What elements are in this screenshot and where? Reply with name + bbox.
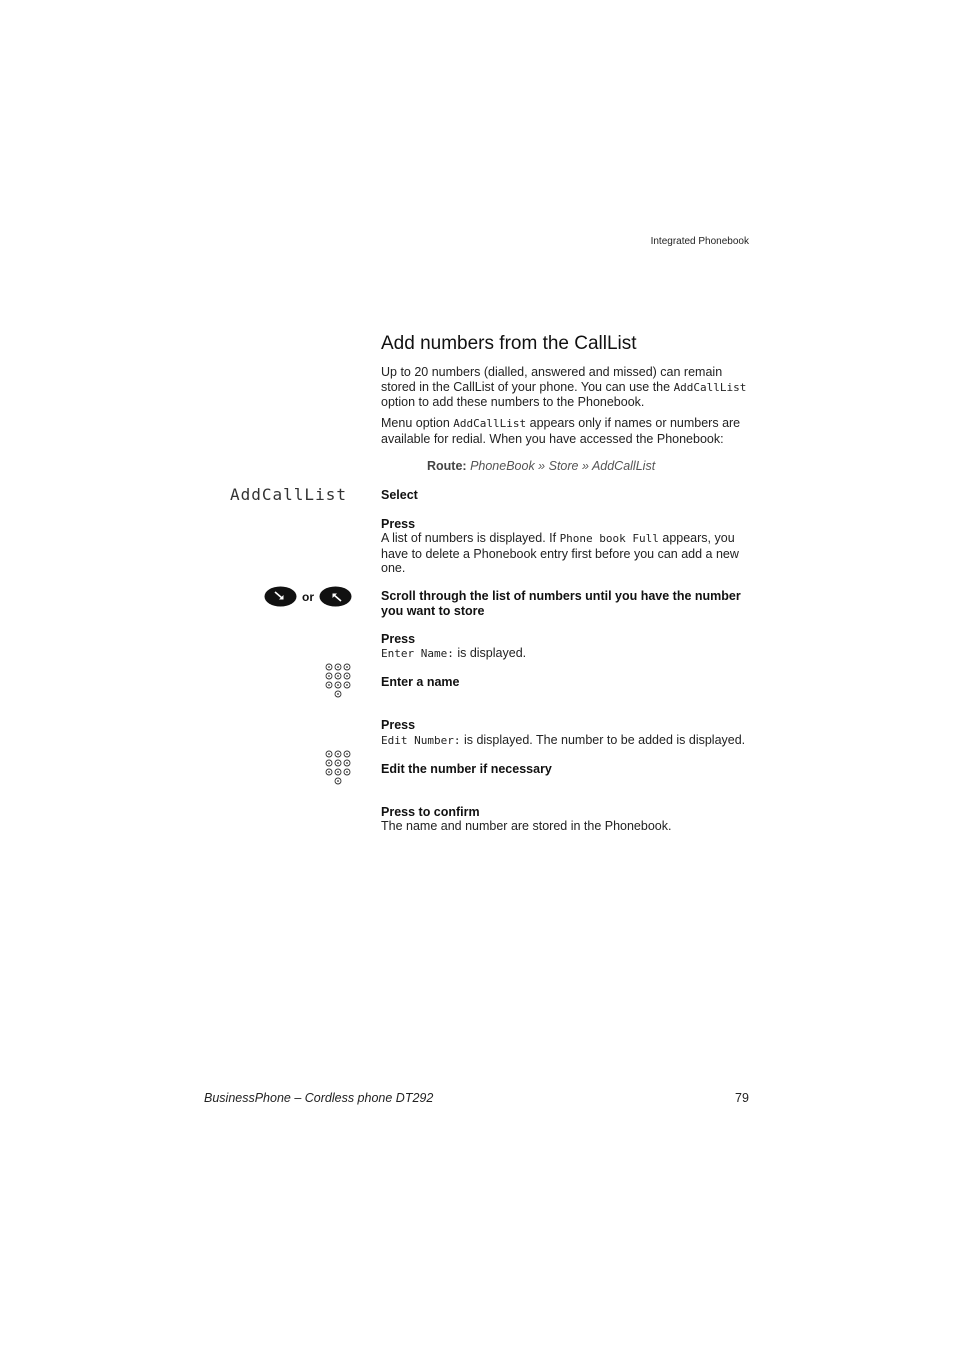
step-text: appears, you have to delete a Phonebook entry first before you can add a new one. xyxy=(381,531,739,576)
scroll-keys xyxy=(264,586,352,607)
step-select: Select xyxy=(381,488,418,502)
step-press-2: Press xyxy=(381,632,416,646)
intro-text: option to add these numbers to the Phonebook. xyxy=(381,395,645,410)
display-code: Edit Number: xyxy=(381,734,461,747)
keypad-icon xyxy=(325,663,351,699)
menu-option-code: AddCallList xyxy=(673,380,747,394)
display-code: Phone book Full xyxy=(559,532,659,545)
step-scroll: Scroll through the list of numbers until you have the number you want to store xyxy=(381,589,741,618)
step-press-3: Press xyxy=(381,718,416,732)
step-press-3-desc xyxy=(381,733,761,749)
running-header: Integrated Phonebook xyxy=(650,236,749,247)
intro-paragraph-2 xyxy=(381,416,753,446)
step-text: is displayed. The number to be added is displayed. xyxy=(460,733,746,747)
scroll-down-key-icon xyxy=(264,586,297,607)
intro-text: Up to 20 numbers (dialled, answered and missed) can remain stored in the CallList of your phone. You can use the xyxy=(381,365,723,394)
display-text-addcalllist: AddCallList xyxy=(230,485,347,504)
or-label: or xyxy=(302,589,314,604)
step-text: A list of numbers is displayed. If xyxy=(381,531,560,545)
keypad-icon xyxy=(325,750,351,786)
route-separator: » xyxy=(578,459,592,473)
intro-text: appears only if names or numbers are available for redial. When you have accessed the Phonebook: xyxy=(381,416,741,446)
section-title: Add numbers from the CallList xyxy=(381,333,637,354)
route-step: PhoneBook xyxy=(470,459,535,473)
route-step: AddCallList xyxy=(591,459,656,473)
intro-text: Menu option xyxy=(381,416,454,430)
step-confirm-desc: The name and number are stored in the Phonebook. xyxy=(381,819,672,833)
footer-product: BusinessPhone – Cordless phone DT292 xyxy=(204,1091,434,1105)
step-text: is displayed. xyxy=(453,646,527,660)
step-enter-name: Enter a name xyxy=(381,675,460,689)
menu-option-code: AddCallList xyxy=(453,417,527,430)
step-press-1: Press xyxy=(381,517,416,531)
step-confirm: Press to confirm xyxy=(381,805,480,819)
route-separator: » xyxy=(534,459,549,473)
intro-paragraph-1 xyxy=(381,365,753,410)
route-step: Store xyxy=(548,459,579,473)
route-line xyxy=(427,459,655,473)
step-press-2-desc xyxy=(381,646,753,662)
step-edit-number: Edit the number if necessary xyxy=(381,762,552,776)
scroll-up-key-icon xyxy=(319,586,352,607)
display-code: Enter Name: xyxy=(381,647,454,660)
step-press-1-desc xyxy=(381,531,753,576)
route-label: Route: xyxy=(427,459,467,473)
page-number: 79 xyxy=(735,1091,749,1105)
